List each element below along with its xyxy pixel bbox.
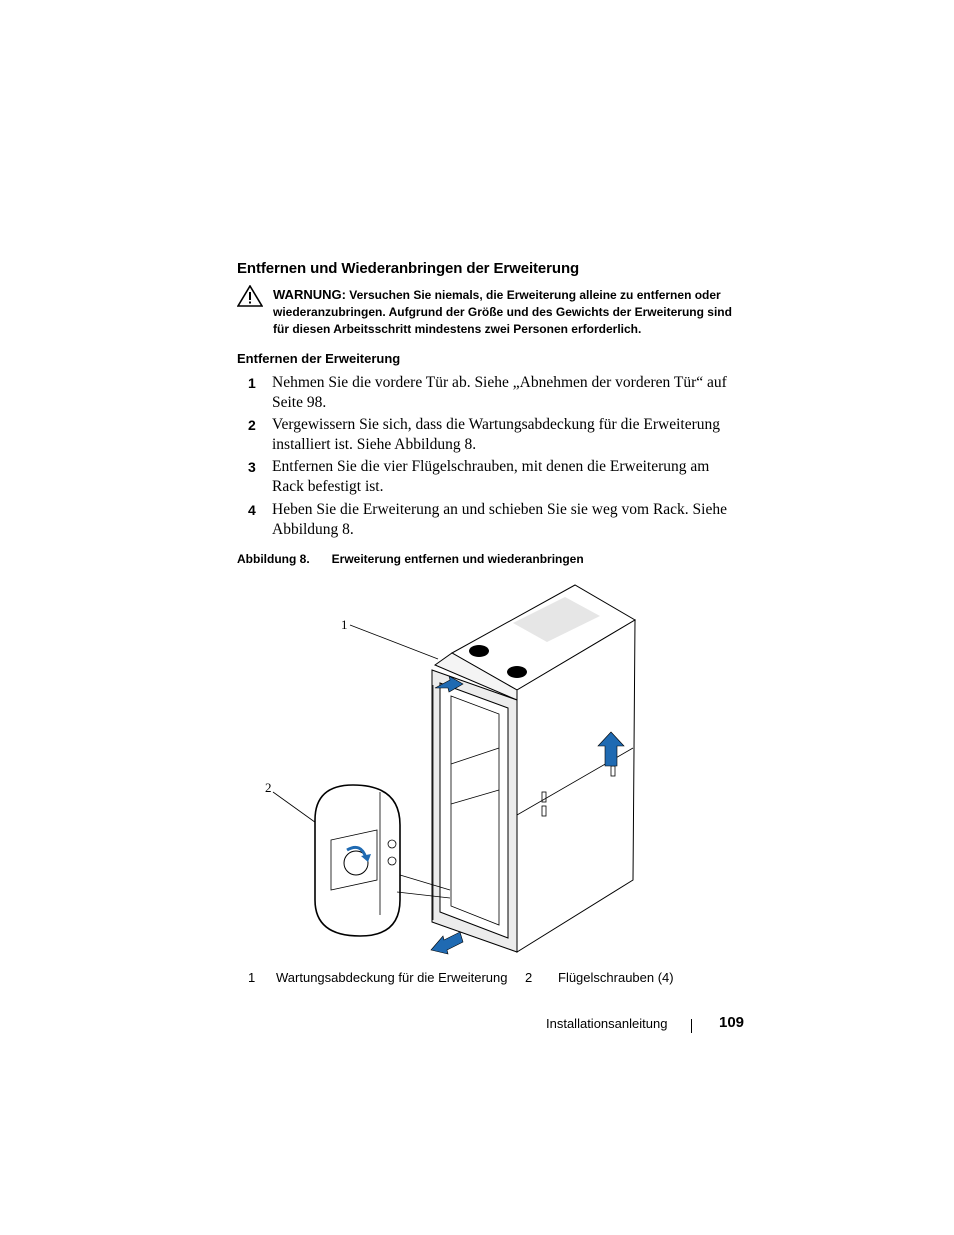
legend-text: Flügelschrauben (4) bbox=[558, 970, 674, 985]
step-number: 1 bbox=[248, 375, 256, 391]
step-text: Nehmen Sie die vordere Tür ab. Siehe „Abnehmen der vorderen Tür“ auf Seite 98. bbox=[272, 374, 727, 411]
step-text: Entfernen Sie die vier Flügelschrauben, mit denen die Erweiterung am Rack befestigt ist. bbox=[272, 458, 710, 495]
footer-divider bbox=[691, 1019, 692, 1033]
callout-2: 2 bbox=[265, 780, 272, 795]
figure-caption-text: Erweiterung entfernen und wiederanbringen bbox=[331, 552, 584, 566]
warning-text bbox=[273, 286, 743, 338]
warning-triangle-icon bbox=[237, 285, 263, 307]
step-number: 4 bbox=[248, 502, 256, 518]
callout-1: 1 bbox=[341, 617, 348, 632]
figure-label: Abbildung 8. bbox=[237, 552, 310, 566]
step-text: Vergewissern Sie sich, dass die Wartungsabdeckung für die Erweiterung installiert ist. Siehe Abbildung 8. bbox=[272, 416, 720, 453]
figure-caption bbox=[237, 552, 584, 566]
legend-number: 1 bbox=[248, 970, 256, 985]
legend-number: 2 bbox=[525, 970, 533, 985]
footer-doc-title: Installationsanleitung bbox=[546, 1016, 668, 1031]
rack-expansion-illustration bbox=[255, 580, 655, 960]
step-number: 2 bbox=[248, 417, 256, 433]
page-number: 109 bbox=[719, 1014, 745, 1031]
subsection-title: Entfernen der Erweiterung bbox=[237, 351, 401, 366]
step-number: 3 bbox=[248, 459, 256, 475]
warning-label: WARNUNG: bbox=[273, 287, 346, 302]
section-title: Entfernen und Wiederanbringen der Erweiterung bbox=[237, 260, 580, 277]
warning-body: Versuchen Sie niemals, die Erweiterung alleine zu entfernen oder wiederanzubringen. Aufgrund der Größe und des Gewichts der Erweiterung sind für diesen Arbeitsschritt mindestens zwei Personen erforderlich. bbox=[273, 288, 732, 336]
step-text: Heben Sie die Erweiterung an und schieben Sie sie weg vom Rack. Siehe Abbildung 8. bbox=[272, 501, 727, 538]
legend-text: Wartungsabdeckung für die Erweiterung bbox=[276, 970, 508, 985]
